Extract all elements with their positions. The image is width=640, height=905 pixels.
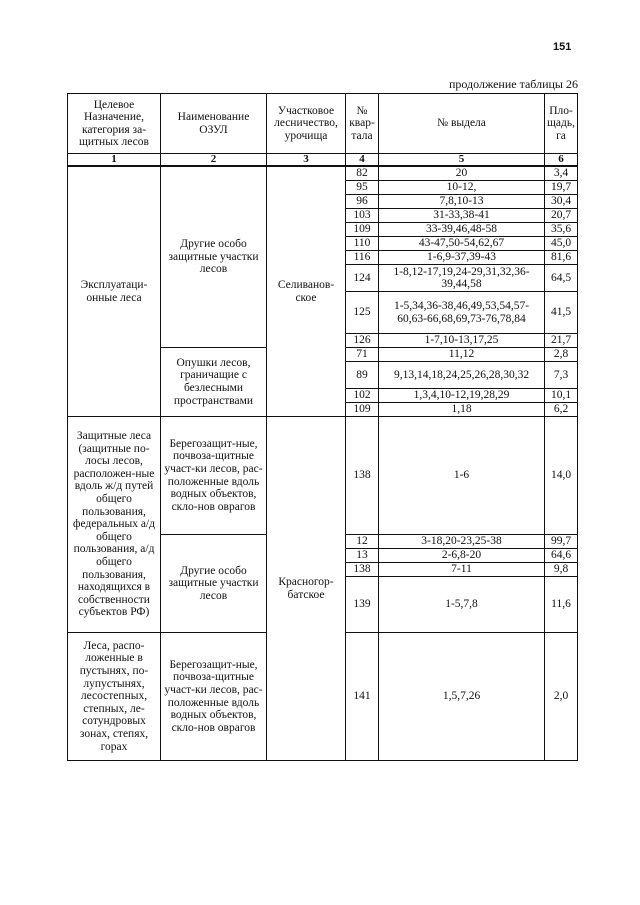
kvartal-cell: 141	[346, 633, 379, 761]
vydel-cell: 1-6	[379, 417, 545, 535]
header-row	[68, 94, 578, 154]
ozul-cell: Берегозащит-ные, почвоза-щитные участ-ки лесов, рас-положенные вдоль водных объектов, скло-нов оврагов	[161, 417, 267, 535]
kvartal-cell: 109	[346, 223, 379, 237]
vydel-cell: 3-18,20-23,25-38	[379, 535, 545, 549]
area-cell: 30,4	[545, 195, 578, 209]
district-cell: Селиванов-ское	[267, 166, 346, 417]
kvartal-cell: 138	[346, 563, 379, 577]
column-number: 3	[267, 154, 346, 167]
column-number: 5	[379, 154, 545, 167]
header-kvartal: № квар-тала	[346, 94, 379, 154]
kvartal-cell: 109	[346, 403, 379, 417]
ozul-cell: Другие особо защитные участки лесов	[161, 535, 267, 633]
vydel-cell: 1,5,7,26	[379, 633, 545, 761]
vydel-cell: 1-5,7,8	[379, 577, 545, 633]
area-cell: 7,3	[545, 362, 578, 389]
table-continuation-note: продолжение таблицы 26	[448, 77, 578, 91]
area-cell: 45,0	[545, 237, 578, 251]
vydel-cell: 1-7,10-13,17,25	[379, 334, 545, 348]
vydel-cell: 1,18	[379, 403, 545, 417]
kvartal-cell: 89	[346, 362, 379, 389]
kvartal-cell: 103	[346, 209, 379, 223]
forest-protection-table	[67, 93, 578, 761]
area-cell: 21,7	[545, 334, 578, 348]
vydel-cell: 9,13,14,18,24,25,26,28,30,32	[379, 362, 545, 389]
area-cell: 3,4	[545, 166, 578, 181]
category-cell: Эксплуатаци-онные леса	[68, 166, 161, 417]
area-cell: 11,6	[545, 577, 578, 633]
ozul-cell: Берегозащит-ные, почвоза-щитные участ-ки лесов, рас-положенные вдоль водных объектов, скло-нов оврагов	[161, 633, 267, 761]
vydel-cell: 33-39,46,48-58	[379, 223, 545, 237]
column-number: 2	[161, 154, 267, 167]
kvartal-cell: 71	[346, 348, 379, 362]
area-cell: 10,1	[545, 389, 578, 403]
kvartal-cell: 124	[346, 265, 379, 292]
vydel-cell: 7-11	[379, 563, 545, 577]
area-cell: 14,0	[545, 417, 578, 535]
kvartal-cell: 126	[346, 334, 379, 348]
vydel-cell: 10-12,	[379, 181, 545, 195]
vydel-cell: 20	[379, 166, 545, 181]
kvartal-cell: 110	[346, 237, 379, 251]
vydel-cell: 43-47,50-54,62,67	[379, 237, 545, 251]
kvartal-cell: 82	[346, 166, 379, 181]
area-cell: 9,8	[545, 563, 578, 577]
vydel-cell: 1,3,4,10-12,19,28,29	[379, 389, 545, 403]
district-cell: Красногор-батское	[267, 417, 346, 761]
kvartal-cell: 138	[346, 417, 379, 535]
vydel-cell: 1-5,34,36-38,46,49,53,54,57-60,63-66,68,69,73-76,78,84	[379, 292, 545, 334]
area-cell: 41,5	[545, 292, 578, 334]
area-cell: 64,6	[545, 549, 578, 563]
ozul-cell: Опушки лесов, граничащие с безлесными пространствами	[161, 348, 267, 417]
kvartal-cell: 13	[346, 549, 379, 563]
page-number: 151	[553, 41, 572, 53]
header-vydel: № выдела	[379, 94, 545, 154]
vydel-cell: 7,8,10-13	[379, 195, 545, 209]
column-number: 4	[346, 154, 379, 167]
kvartal-cell: 116	[346, 251, 379, 265]
area-cell: 99,7	[545, 535, 578, 549]
header-area: Пло-щадь, га	[545, 94, 578, 154]
area-cell: 6,2	[545, 403, 578, 417]
vydel-cell: 1-6,9-37,39-43	[379, 251, 545, 265]
vydel-cell: 11,12	[379, 348, 545, 362]
kvartal-cell: 102	[346, 389, 379, 403]
kvartal-cell: 125	[346, 292, 379, 334]
kvartal-cell: 95	[346, 181, 379, 195]
vydel-cell: 2-6,8-20	[379, 549, 545, 563]
area-cell: 2,0	[545, 633, 578, 761]
area-cell: 19,7	[545, 181, 578, 195]
category-cell: Леса, распо-ложенные в пустынях, по-лупустынях, лесостепных, степных, ле-сотундровых зонах, степях, горах	[68, 633, 161, 761]
vydel-cell: 1-8,12-17,19,24-29,31,32,36-39,44,58	[379, 265, 545, 292]
kvartal-cell: 139	[346, 577, 379, 633]
header-district: Участковое лесничество, урочища	[267, 94, 346, 154]
kvartal-cell: 12	[346, 535, 379, 549]
area-cell: 81,6	[545, 251, 578, 265]
column-number: 1	[68, 154, 161, 167]
area-cell: 20,7	[545, 209, 578, 223]
table-row	[68, 417, 578, 535]
kvartal-cell: 96	[346, 195, 379, 209]
area-cell: 35,6	[545, 223, 578, 237]
area-cell: 64,5	[545, 265, 578, 292]
ozul-cell: Другие особо защитные участки лесов	[161, 166, 267, 348]
column-number: 6	[545, 154, 578, 167]
area-cell: 2,8	[545, 348, 578, 362]
vydel-cell: 31-33,38-41	[379, 209, 545, 223]
header-category: Целевое Назначение, категория за-щитных лесов	[68, 94, 161, 154]
category-cell: Защитные леса (защитные по-лосы лесов, расположен-ные вдоль ж/д путей общего пользования, федеральных а/д общего пользования, а/д общего пользования, находящихся в собственности субъектов РФ)	[68, 417, 161, 633]
table-row	[68, 166, 578, 181]
column-number-row	[68, 154, 578, 167]
header-ozul: Наименование ОЗУЛ	[161, 94, 267, 154]
